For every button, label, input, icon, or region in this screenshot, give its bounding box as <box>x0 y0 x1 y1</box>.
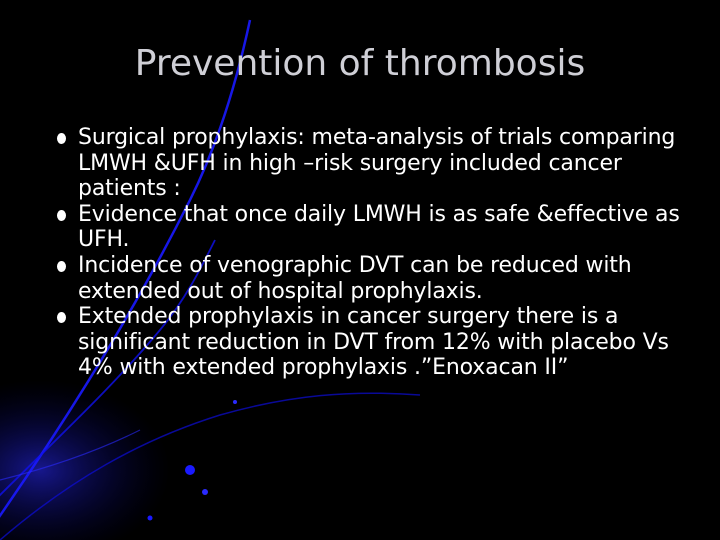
bullet-item <box>72 304 687 381</box>
bullet-dot-icon <box>57 133 66 144</box>
slide-title: Prevention of thrombosis <box>134 43 586 84</box>
bullet-item <box>72 125 687 202</box>
bullet-list <box>72 125 687 381</box>
bullet-text: Surgical prophylaxis: meta-analysis of trials comparing LMWH &UFH in high –risk surgery included cancer patients : <box>78 125 676 202</box>
bullet-text: Incidence of venographic DVT can be reduced with extended out of hospital prophylaxis. <box>78 252 632 304</box>
bullet-dot-icon <box>57 261 66 272</box>
bullet-text: Evidence that once daily LMWH is as safe &effective as UFH. <box>78 201 680 253</box>
bullet-dot-icon <box>57 210 66 221</box>
bullet-text: Extended prophylaxis in cancer surgery there is a significant reduction in DVT from 12% with placebo Vs 4% with extended prophylaxis .”Enoxacan II” <box>78 304 669 381</box>
bullet-item <box>72 253 687 304</box>
bullet-item <box>72 202 687 253</box>
